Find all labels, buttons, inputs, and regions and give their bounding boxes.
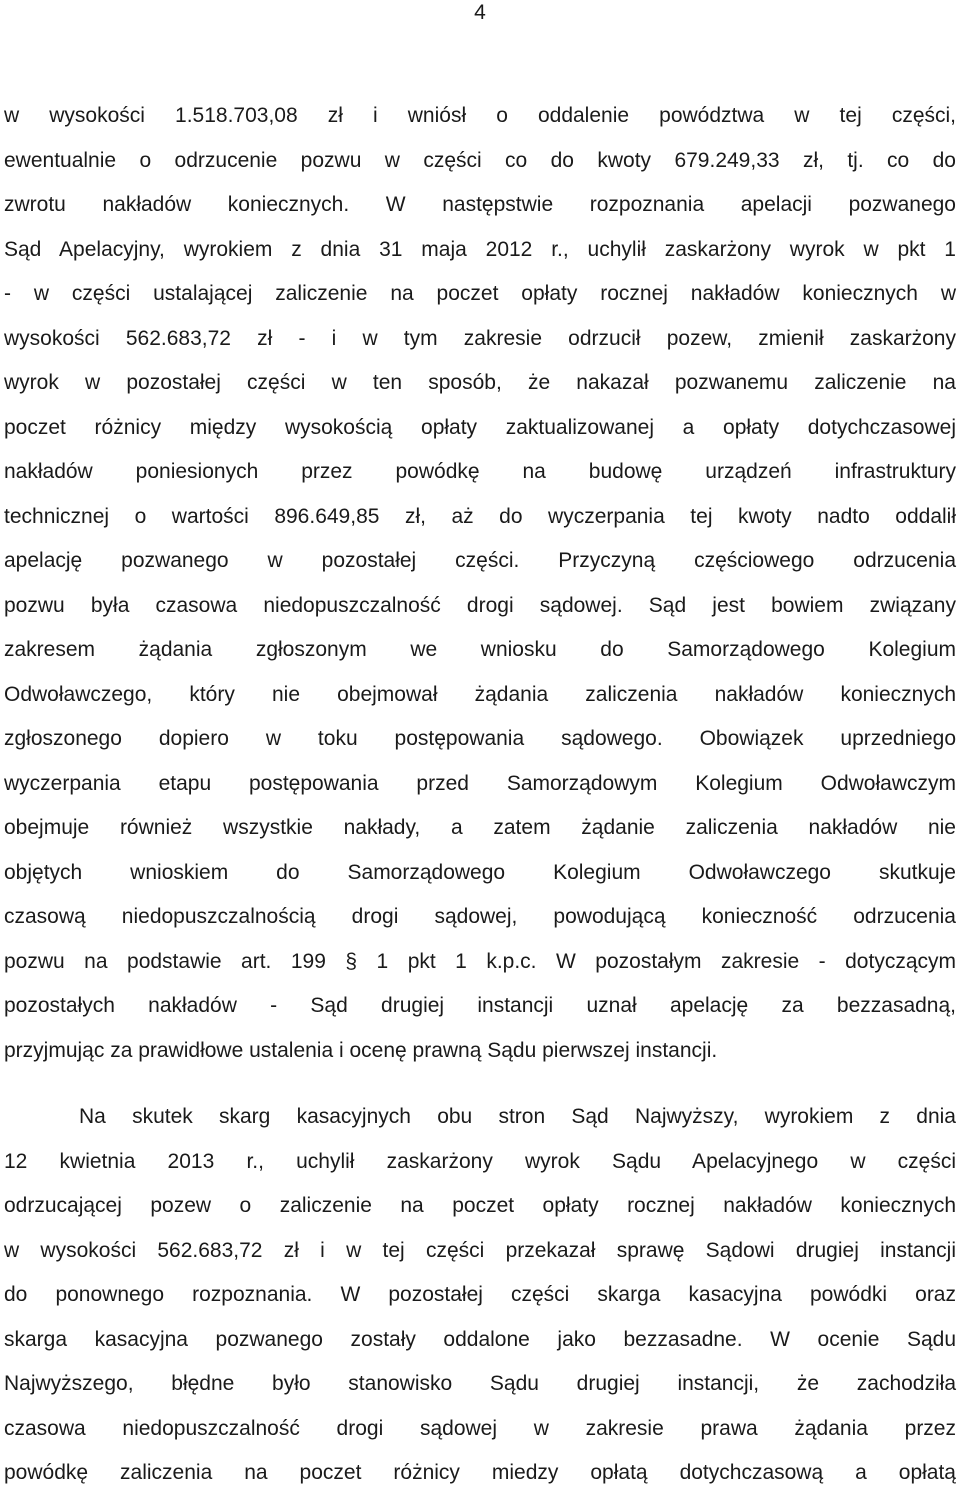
paragraph-1 xyxy=(4,94,956,1073)
text-line: czasowa niedopuszczalność drogi sądowej w zakresie prawa żądania przez xyxy=(4,1416,956,1440)
text-line: pozwu na podstawie art. 199 § 1 pkt 1 k.p.c. W pozostałym zakresie - dotyczącym xyxy=(4,949,956,973)
text-line: pozostałych nakładów - Sąd drugiej instancji uznał apelację za bezzasadną, xyxy=(4,994,956,1017)
text-line: wysokości 562.683,72 zł - i w tym zakresie odrzucił pozew, zmienił zaskarżony xyxy=(4,326,956,350)
text-line: 12 kwietnia 2013 r., uchylił zaskarżony wyrok Sądu Apelacyjnego w części xyxy=(4,1149,956,1173)
text-line: w wysokości 1.518.703,08 zł i wniósł o oddalenie powództwa w tej części, xyxy=(4,104,956,127)
text-line: odrzucającej pozew o zaliczenie na poczet opłaty rocznej nakładów koniecznych xyxy=(4,1194,956,1217)
text-line: powódkę zaliczenia na poczet różnicy miedzy opłatą dotychczasową a opłatą xyxy=(4,1461,956,1484)
text-line: obejmuje również wszystkie nakłady, a zatem żądanie zaliczenia nakładów nie xyxy=(4,816,956,839)
document-body xyxy=(4,94,956,1496)
text-line: Odwoławczego, który nie obejmował żądania zaliczenia nakładów koniecznych xyxy=(4,682,956,706)
text-line: do ponownego rozpoznania. W pozostałej części skarga kasacyjna powódki oraz xyxy=(4,1283,956,1306)
text-line: wyrok w pozostałej części w ten sposób, że nakazał pozwanemu zaliczenie na xyxy=(4,371,956,394)
page-number: 4 xyxy=(474,1,486,24)
text-line: nakładów poniesionych przez powódkę na budowę urządzeń infrastruktury xyxy=(4,460,956,483)
paragraph-spacer xyxy=(4,1073,956,1095)
text-line-indented: Na skutek skarg kasacyjnych obu stron Sąd Najwyższy, wyrokiem z dnia xyxy=(79,1105,956,1128)
text-line: w wysokości 562.683,72 zł i w tej części przekazał sprawę Sądowi drugiej instancji xyxy=(4,1238,956,1262)
text-line: przyjmując za prawidłowe ustalenia i ocenę prawną Sądu pierwszej instancji. xyxy=(4,1038,718,1062)
text-line: skarga kasacyjna pozwanego zostały oddalone jako bezzasadne. W ocenie Sądu xyxy=(4,1327,956,1351)
text-line: apelację pozwanego w pozostałej części. Przyczyną częściowego odrzucenia xyxy=(4,549,956,572)
text-line: poczet różnicy między wysokością opłaty zaktualizowanej a opłaty dotychczasowej xyxy=(4,415,956,439)
text-line: zakresem żądania zgłoszonym we wniosku do Samorządowego Kolegium xyxy=(4,638,956,661)
text-line: wyczerpania etapu postępowania przed Samorządowym Kolegium Odwoławczym xyxy=(4,771,956,795)
text-line: objętych wnioskiem do Samorządowego Kolegium Odwoławczego skutkuje xyxy=(4,860,956,884)
text-line: zwrotu nakładów koniecznych. W następstwie rozpoznania apelacji pozwanego xyxy=(4,193,956,216)
text-line: Sąd Apelacyjny, wyrokiem z dnia 31 maja 2012 r., uchylił zaskarżony wyrok w pkt 1 xyxy=(4,237,956,261)
text-line: - w części ustalającej zaliczenie na poczet opłaty rocznej nakładów koniecznych w xyxy=(4,282,956,305)
text-line: pozwu była czasowa niedopuszczalność drogi sądowej. Sąd jest bowiem związany xyxy=(4,593,956,617)
text-line: czasową niedopuszczalnością drogi sądowej, powodującą konieczność odrzucenia xyxy=(4,905,956,928)
text-line: Najwyższego, błędne było stanowisko Sądu drugiej instancji, że zachodziła xyxy=(4,1372,956,1395)
text-line: ewentualnie o odrzucenie pozwu w części co do kwoty 679.249,33 zł, tj. co do xyxy=(4,148,956,172)
paragraph-2 xyxy=(4,1095,956,1496)
text-line: zgłoszonego dopiero w toku postępowania sądowego. Obowiązek uprzedniego xyxy=(4,727,956,750)
text-line: technicznej o wartości 896.649,85 zł, aż do wyczerpania tej kwoty nadto oddalił xyxy=(4,504,956,528)
